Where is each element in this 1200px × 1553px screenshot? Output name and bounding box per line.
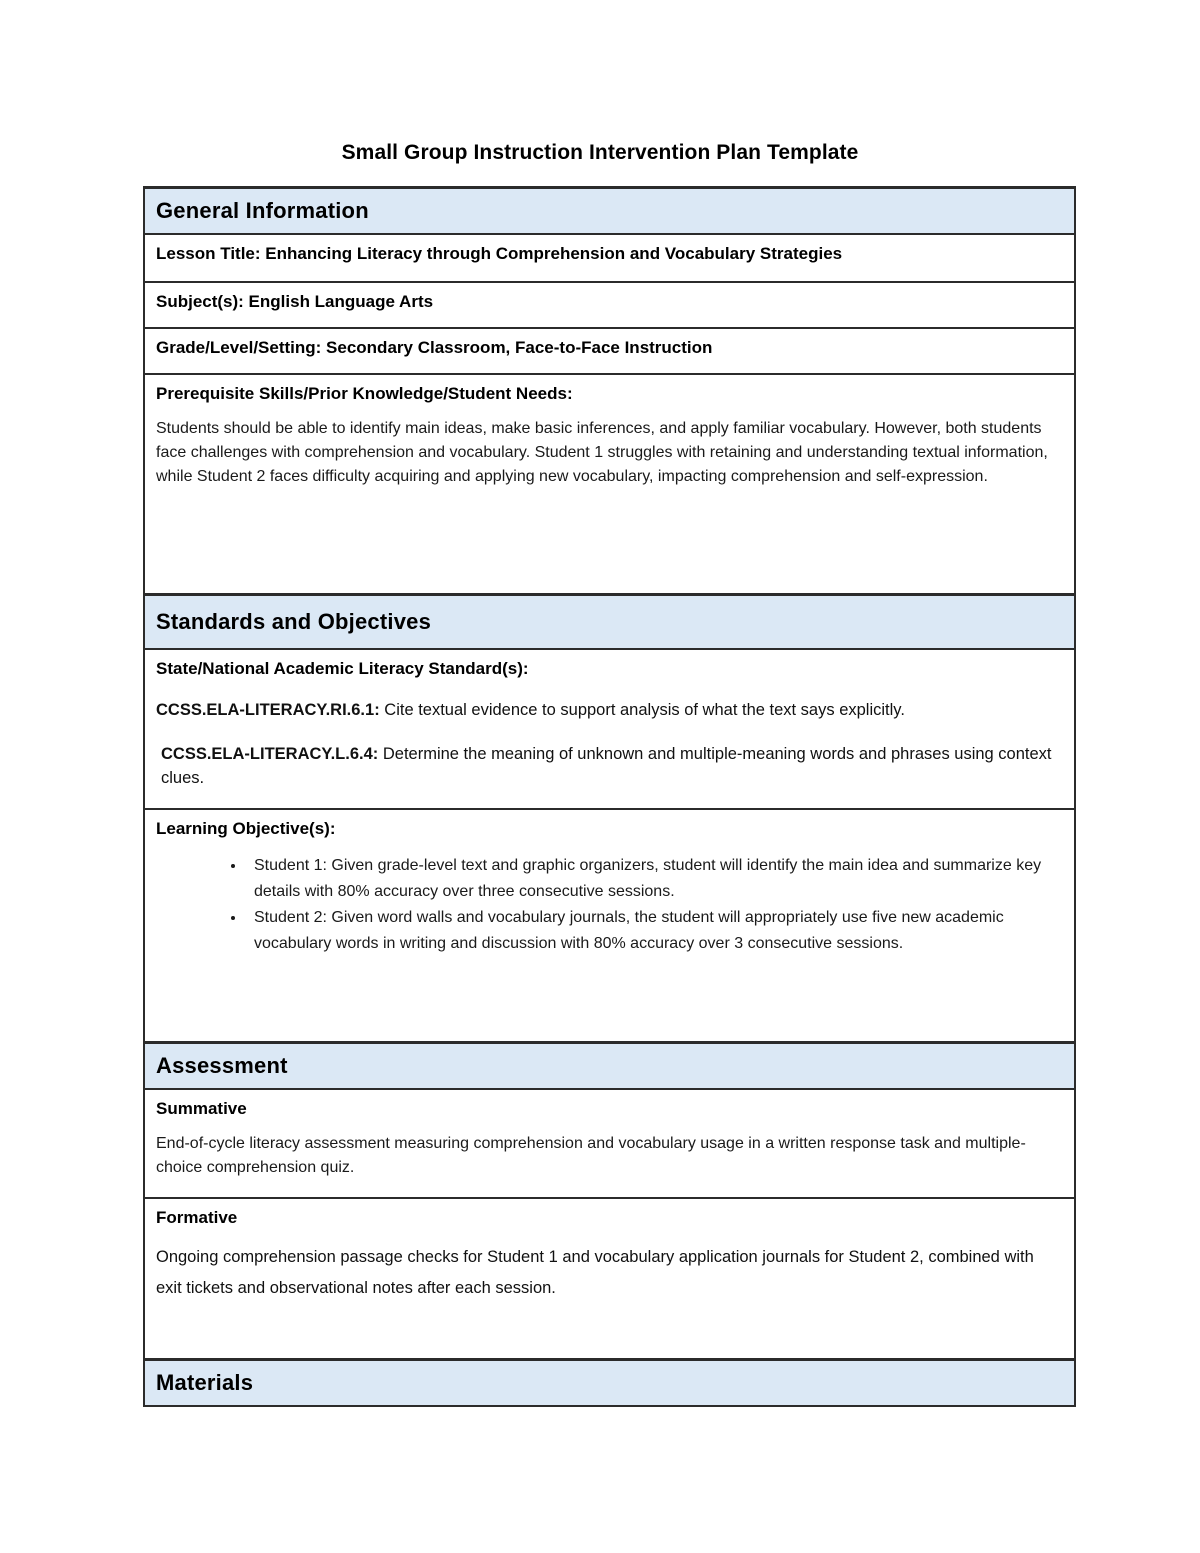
row-lesson-title: [145, 233, 1074, 281]
learning-objectives-list: [156, 853, 1063, 957]
standard-1: [156, 699, 1063, 723]
row-prerequisite-skills: [145, 373, 1074, 593]
section-header-general-information: General Information: [145, 189, 1074, 233]
standard-2: [156, 743, 1063, 791]
grade-level-setting-text: Grade/Level/Setting: Secondary Classroom, Face-to-Face Instruction: [156, 338, 713, 357]
subject-text: Subject(s): English Language Arts: [156, 292, 434, 311]
row-learning-objectives: [145, 808, 1074, 1041]
academic-standards-label: State/National Academic Literacy Standard(s):: [156, 659, 529, 678]
objective-student-2: • Student 2: Given word walls and vocabulary journals, the student will appropriately use five new academic vocabulary words in writing and discussion with 80% accuracy over 3 consecutive sessions.: [246, 905, 1063, 957]
formative-label: Formative: [156, 1208, 238, 1227]
row-academic-standards: [145, 648, 1074, 808]
standard-1-text: Cite textual evidence to support analysis of what the text says explicitly.: [379, 701, 905, 719]
summative-label: Summative: [156, 1099, 247, 1118]
intervention-plan-table: [143, 186, 1076, 1407]
row-subject: [145, 281, 1074, 327]
standard-2-text: Determine the meaning of unknown and multiple-meaning words and phrases using context clues.: [161, 744, 1052, 787]
prerequisite-skills-label: Prerequisite Skills/Prior Knowledge/Student Needs:: [156, 384, 573, 403]
prerequisite-skills-body: Students should be able to identify main ideas, make basic inferences, and apply familiar vocabulary. However, both students face challenges with comprehension and vocabulary. Student 1 struggles with retaining and understanding textual information, while Student 2 faces difficulty acquiring and applying new vocabulary, impacting comprehension and self-expression.: [156, 420, 1048, 485]
row-grade-level-setting: [145, 327, 1074, 373]
section-header-assessment: Assessment: [145, 1041, 1074, 1088]
standard-1-code: CCSS.ELA-LITERACY.RI.6.1:: [156, 701, 380, 719]
row-summative-assessment: [145, 1088, 1074, 1197]
formative-body: Ongoing comprehension passage checks for Student 1 and vocabulary application journals for Student 2, combined with exit tickets and observational notes after each session.: [156, 1248, 1034, 1298]
standard-2-code: CCSS.ELA-LITERACY.L.6.4:: [161, 744, 379, 763]
row-formative-assessment: [145, 1197, 1074, 1358]
lesson-title-text: Lesson Title: Enhancing Literacy through Comprehension and Vocabulary Strategies: [156, 244, 843, 263]
document-title: Small Group Instruction Intervention Plan Template: [341, 141, 859, 164]
section-header-standards-objectives: Standards and Objectives: [145, 593, 1074, 648]
section-header-materials: Materials: [145, 1358, 1074, 1405]
objective-student-1: • Student 1: Given grade-level text and graphic organizers, student will identify the main idea and summarize key details with 80% accuracy over three consecutive sessions.: [246, 853, 1063, 905]
summative-body: End-of-cycle literacy assessment measuring comprehension and vocabulary usage in a written response task and multiple-choice comprehension quiz.: [156, 1135, 1026, 1176]
learning-objectives-label: Learning Objective(s):: [156, 819, 336, 838]
